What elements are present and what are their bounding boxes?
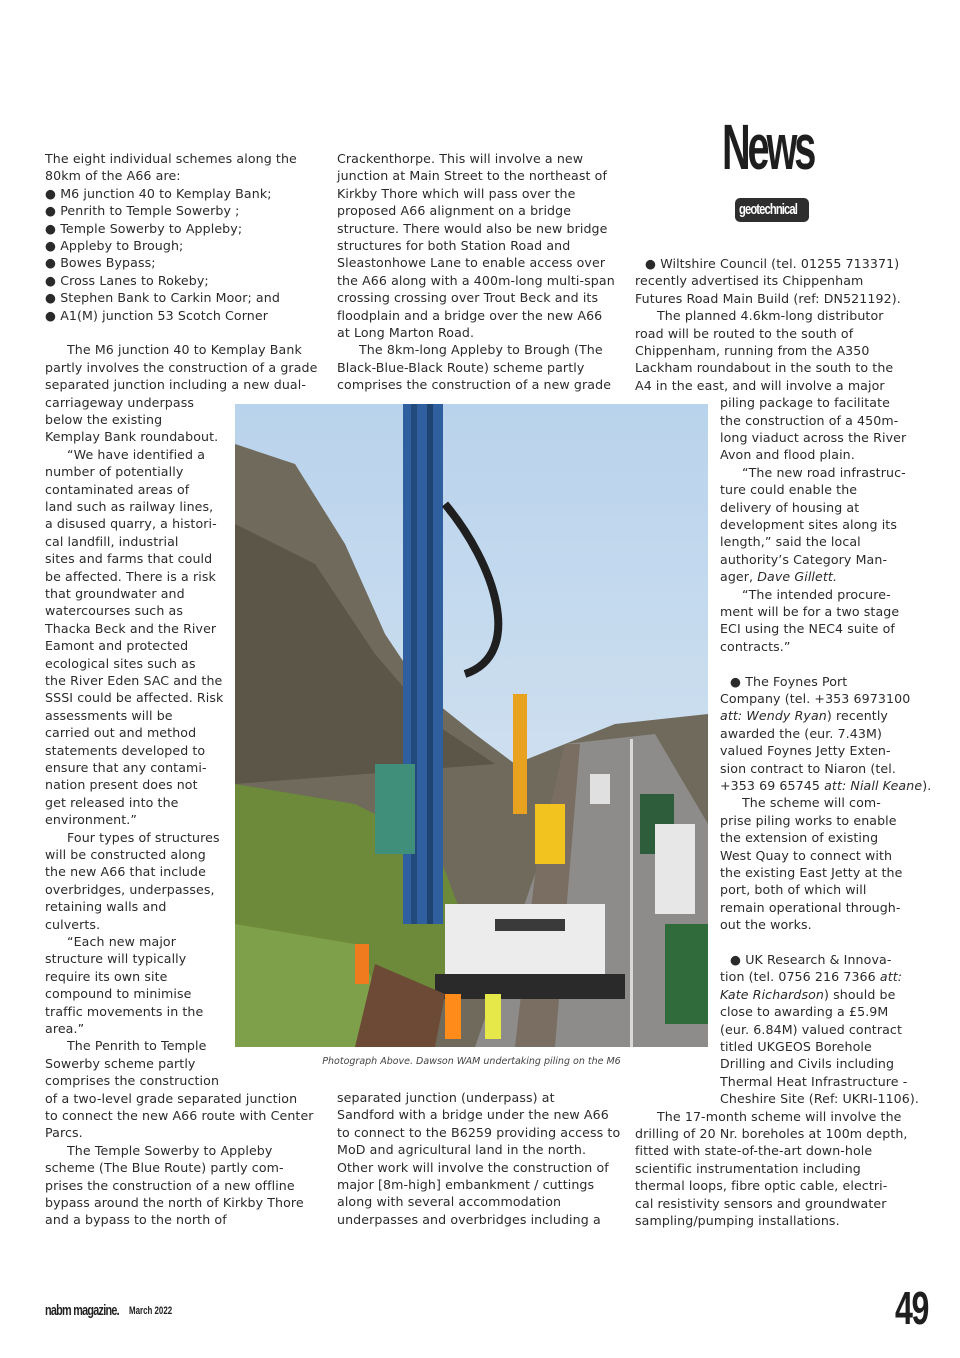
col1-line: scheme (The Blue Route) partly com- [45, 1160, 284, 1176]
col3-line: Lackham roundabout in the south to the [635, 360, 894, 376]
col3-line: ● UK Research & Innova- [730, 952, 892, 967]
col3-line: Company (tel. +353 6973100 [720, 691, 911, 706]
col1-line: ● A1(M) junction 53 Scotch Corner [45, 307, 268, 323]
col2-line: Sandford with a bridge under the new A66 [337, 1107, 609, 1123]
col2-line: Black-Blue-Black Route) scheme partly [337, 359, 585, 375]
italic-text: Dave Gillett. [757, 569, 838, 585]
col3-line: delivery of housing at [720, 499, 860, 515]
col3-line: Chippenham, running from the A350 [635, 343, 870, 358]
col1-line: culverts. [45, 916, 101, 932]
col3-line: tion (tel. 0756 216 7366 att: [720, 969, 903, 985]
col2-line: separated junction (underpass) at [337, 1090, 555, 1105]
col1-line: that groundwater and [45, 586, 185, 601]
col3-line: out the works. [720, 917, 812, 933]
col3-line: “The new road infrastruc- [742, 464, 906, 480]
col1-line: ● Stephen Bank to Carkin Moor; and [45, 290, 280, 306]
col1-line: The Temple Sowerby to Appleby [67, 1142, 273, 1158]
col3-line: Avon and flood plain. [720, 447, 855, 463]
col3-line: scientific instrumentation including [635, 1160, 861, 1176]
col1-line: retaining walls and [45, 899, 167, 915]
photo-caption: Photograph Above. Dawson WAM undertaking piling on the M6 [322, 1056, 621, 1067]
col1-line: a disused quarry, a histori- [45, 516, 217, 532]
col3-line: titled UKGEOS Borehole [720, 1039, 872, 1054]
col1-line: statements developed to [45, 742, 206, 758]
col2-line: MoD and agricultural land in the north. [337, 1142, 587, 1158]
col1-line: overbridges, underpasses, [45, 881, 215, 897]
col2-line: junction at Main Street to the northeast of [337, 168, 608, 184]
col3-line: cal resistivity sensors and groundwater [635, 1195, 887, 1211]
col2-line: Crackenthorpe. This will involve a new [337, 151, 584, 166]
col2-line: at Long Marton Road. [337, 325, 475, 340]
col3-line: Kate Richardson) should be [720, 986, 896, 1002]
page-number: 49 [895, 1282, 929, 1334]
col2-line: underpasses and overbridges including a [337, 1211, 601, 1227]
col1-line: carriageway underpass [45, 394, 195, 410]
col3-line: valued Foynes Jetty Exten- [720, 743, 891, 759]
col3-line: att: Wendy Ryan) recently [720, 708, 888, 724]
section-badge [735, 198, 809, 222]
col2-line: Kirkby Thore which will pass over the [337, 185, 576, 201]
col3-line: prise piling works to enable [720, 812, 897, 828]
col1-line: The Penrith to Temple [67, 1038, 207, 1054]
col2-line: Other work will involve the construction of [337, 1159, 609, 1175]
col3-line: recently advertised its Chippenham [635, 273, 864, 289]
col2-line: major [8m-high] embankment / cuttings [337, 1177, 595, 1192]
col1-line: The eight individual schemes along the [45, 151, 297, 166]
italic-text: att: Niall Keane [824, 778, 923, 793]
col2-line: to connect to the B6259 providing access to [337, 1124, 621, 1140]
italic-text: Kate Richardson [720, 986, 825, 1002]
col3-line: ture could enable the [720, 482, 858, 498]
col1-line: Parcs. [45, 1125, 83, 1141]
col1-line: sites and farms that could [45, 551, 213, 567]
col3-line: Thermal Heat Infrastructure - [720, 1073, 908, 1089]
col3-line: sampling/pumping installations. [635, 1213, 840, 1228]
col3-line: thermal loops, fibre optic cable, electri- [635, 1178, 888, 1194]
col1-line: get released into the [45, 794, 179, 810]
col1-line: ● Temple Sowerby to Appleby; [45, 220, 243, 236]
col2-line: Sleastonhowe Lane to enable access over [337, 255, 606, 271]
col1-line: environment.” [45, 812, 138, 828]
col3-line: ● Wiltshire Council (tel. 01255 713371) [645, 256, 900, 271]
col3-line: Futures Road Main Build (ref: DN521192). [635, 290, 901, 306]
col1-line: ● Penrith to Temple Sowerby ; [45, 203, 240, 219]
col3-line: Cheshire Site (Ref: UKRI-1106). [720, 1091, 920, 1107]
col3-line: road will be routed to the south of [635, 325, 854, 341]
col2-line: comprises the construction of a new grade [337, 377, 612, 393]
col3-line: long viaduct across the River [720, 430, 907, 445]
col3-line: (eur. 6.84M) valued contract [720, 1021, 902, 1037]
col1-line: ● M6 junction 40 to Kemplay Bank; [45, 185, 272, 201]
col3-line: Drilling and Civils including [720, 1056, 895, 1072]
col1-line: assessments will be [45, 707, 173, 723]
piling-rig-photo [235, 404, 708, 1047]
col1-line: nation present does not [45, 777, 198, 793]
col3-line: contracts.” [720, 638, 791, 654]
issue-date: March 2022 [129, 1305, 173, 1317]
col1-line: comprises the construction [45, 1073, 220, 1089]
col3-line: authority’s Category Man- [720, 551, 888, 567]
col1-line: the new A66 that include [45, 864, 206, 880]
section-badge-label: geotechnical [739, 201, 797, 218]
col3-line: development sites along its [720, 517, 897, 532]
col3-line: The planned 4.6km-long distributor [657, 308, 884, 324]
col1-line: ● Bowes Bypass; [45, 255, 156, 271]
col1-line: number of potentially [45, 464, 184, 480]
col1-line: watercourses such as [45, 603, 183, 619]
col1-line: to connect the new A66 route with Center [45, 1108, 314, 1123]
col3-line: piling package to facilitate [720, 395, 890, 411]
col1-line: compound to minimise [45, 986, 192, 1002]
col2-line: crossing crossing over Trout Beck and its [337, 290, 599, 306]
col3-line: ECI using the NEC4 suite of [720, 621, 895, 637]
col3-line: ● The Foynes Port [730, 673, 848, 689]
col1-line: Thacka Beck and the River [45, 620, 217, 636]
col2-line: structures for both Station Road and [337, 238, 571, 253]
col3-line: remain operational through- [720, 899, 901, 915]
col1-line: of a two-level grade separated junction [45, 1090, 298, 1106]
col3-line: The 17-month scheme will involve the [657, 1108, 902, 1124]
col1-line: 80km of the A66 are: [45, 168, 181, 184]
col1-line: ensure that any contami- [45, 760, 207, 775]
col3-line: the construction of a 450m- [720, 412, 899, 428]
col1-line: partly involves the construction of a grade [45, 359, 318, 375]
magazine-name: nabm magazine. [45, 1302, 119, 1319]
col3-line: fitted with state-of-the-art down-hole [635, 1143, 873, 1159]
col1-line: ● Appleby to Brough; [45, 238, 184, 253]
italic-text: att: [879, 969, 903, 985]
col2-line: along with several accommodation [337, 1194, 562, 1210]
col3-line: The scheme will com- [742, 795, 881, 811]
italic-text: att: Wendy Ryan [720, 708, 827, 724]
col1-line: “Each new major [67, 934, 177, 949]
col1-line: below the existing [45, 412, 163, 427]
col1-line: bypass around the north of Kirkby Thore [45, 1195, 304, 1210]
col1-line: separated junction including a new dual- [45, 377, 306, 393]
col2-line: The 8km-long Appleby to Brough (The [359, 342, 603, 358]
col3-line: awarded the (eur. 7.43M) [720, 725, 882, 741]
col3-line: the extension of existing [720, 830, 879, 846]
col2-line: the A66 along with a 400m-long multi-span [337, 272, 615, 288]
col1-line: carried out and method [45, 725, 197, 741]
col1-line: land such as railway lines, [45, 499, 214, 514]
col1-line: contaminated areas of [45, 481, 190, 497]
col3-line: length,” said the local [720, 534, 861, 550]
col1-line: cal landfill, industrial [45, 533, 179, 549]
col1-line: and a bypass to the north of [45, 1212, 227, 1228]
col3-line: the existing East Jetty at the [720, 865, 903, 880]
col3-line: sion contract to Niaron (tel. [720, 760, 896, 776]
col1-line: traffic movements in the [45, 1003, 204, 1019]
col1-line: the River Eden SAC and the [45, 673, 223, 688]
col1-line: prises the construction of a new offline [45, 1177, 295, 1193]
col1-line: ● Cross Lanes to Rokeby; [45, 272, 209, 288]
col1-line: “We have identified a [67, 446, 206, 462]
col1-line: require its own site [45, 968, 168, 984]
col3-line: ager, Dave Gillett. [720, 569, 838, 585]
col1-line: ecological sites such as [45, 655, 196, 671]
col1-line: will be constructed along [45, 847, 206, 862]
col1-line: be affected. There is a risk [45, 568, 216, 584]
col3-line: close to awarding a £5.9M [720, 1004, 889, 1020]
col1-line: Kemplay Bank roundabout. [45, 429, 219, 445]
col3-line: “The intended procure- [742, 586, 891, 602]
col1-line: SSSI could be affected. Risk [45, 690, 224, 706]
col1-line: The M6 junction 40 to Kemplay Bank [67, 342, 302, 358]
col1-line: Eamont and protected [45, 638, 189, 654]
col3-line: ment will be for a two stage [720, 604, 900, 619]
col1-line: Sowerby scheme partly [45, 1055, 196, 1071]
col1-line: structure will typically [45, 951, 187, 967]
col2-line: structure. There would also be new bridge [337, 220, 608, 236]
col3-line: A4 in the east, and will involve a major [635, 377, 885, 393]
col1-line: area.” [45, 1021, 85, 1036]
news-heading: News [722, 111, 814, 183]
col1-line: Four types of structures [67, 829, 220, 845]
col2-line: floodplain and a bridge over the new A66 [337, 307, 603, 323]
col3-line: West Quay to connect with [720, 847, 893, 863]
col2-line: proposed A66 alignment on a bridge [337, 203, 572, 219]
col3-line: port, both of which will [720, 882, 867, 898]
col3-line: +353 69 65745 att: Niall Keane). [720, 778, 932, 793]
col3-line: drilling of 20 Nr. boreholes at 100m depth, [635, 1126, 908, 1141]
